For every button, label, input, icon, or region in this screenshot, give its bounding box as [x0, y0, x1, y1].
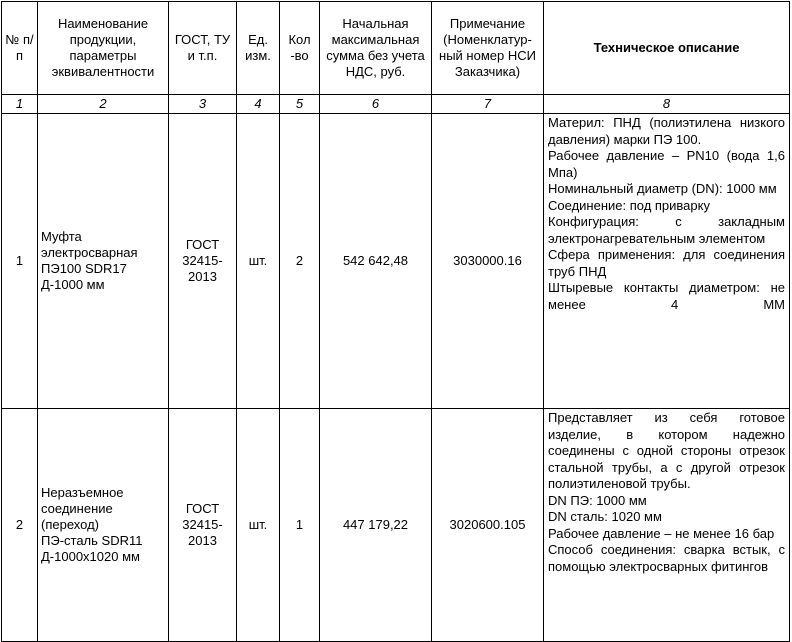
product-name-line: электросварная: [41, 245, 138, 260]
description-line: Способ соединения: сварка встык, с помощью электросварных фитингов: [548, 542, 785, 574]
header-num: № п/п: [2, 2, 38, 95]
specification-table: [1, 1, 790, 642]
unit-cell: шт.: [237, 409, 280, 642]
header-desc: Техническое описание: [544, 2, 790, 95]
gost-line: 32415-: [182, 253, 223, 268]
gost-line: ГОСТ: [185, 501, 220, 516]
header-gost: ГОСТ, ТУ и т.п.: [169, 2, 237, 95]
column-number: 3: [169, 95, 237, 114]
note-cell: 3030000.16: [432, 114, 544, 409]
gost-line: 32415-: [182, 517, 223, 532]
price-cell: 542 642,48: [320, 114, 432, 409]
unit-cell: шт.: [237, 114, 280, 409]
header-name: Наименование продукции, параметры эквивалентности: [38, 2, 169, 95]
product-name-line: ПЭ-сталь SDR11: [41, 533, 143, 548]
column-number: 7: [432, 95, 544, 114]
product-name-line: Д-1000х1020 мм: [41, 549, 140, 564]
product-name-line: Неразъемное: [41, 485, 124, 500]
description-line: Соединение: под приварку: [548, 197, 710, 213]
product-name-line: Д-1000 мм: [41, 277, 105, 292]
description-cell: [544, 409, 790, 642]
header-unit: Ед. изм.: [237, 2, 280, 95]
qty-cell: 1: [280, 409, 320, 642]
description-line: Рабочее давление – не менее 16 бар: [548, 525, 775, 541]
description-line: Рабочее давление – PN10 (вода 1,6 Мпа): [548, 148, 785, 180]
row-num: 1: [2, 114, 38, 409]
gost-line: ГОСТ: [185, 237, 220, 252]
product-name-line: соединение: [41, 501, 113, 516]
header-row: [2, 2, 790, 95]
description-line: Номинальный диаметр (DN): 1000 мм: [548, 181, 777, 196]
gost-cell: [169, 114, 237, 409]
column-number: 1: [2, 95, 38, 114]
description-line: Сфера применения: для соединения труб ПНД: [548, 247, 785, 279]
column-number-row: [2, 95, 790, 114]
gost-line: 2013: [188, 269, 217, 284]
column-number: 4: [237, 95, 280, 114]
description-line: Конфигурация: с закладным электронагревательным элементом: [548, 214, 785, 246]
description-line: Представляет из себя готовое изделие, в котором надежно соединены с одной стороны отрезок стальной трубы, а с другой отрезок полиэтиленовой трубы.: [548, 410, 785, 491]
qty-cell: 2: [280, 114, 320, 409]
header-price: Начальная максимальная сумма без учета НДС, руб.: [320, 2, 432, 95]
note-cell: 3020600.105: [432, 409, 544, 642]
gost-line: 2013: [188, 533, 217, 548]
description-line: Материл: ПНД (полиэтилена низкого давления) марки ПЭ 100.: [548, 115, 785, 147]
price-cell: 447 179,22: [320, 409, 432, 642]
column-number: 8: [544, 95, 790, 114]
column-number: 2: [38, 95, 169, 114]
table-row: [2, 114, 790, 409]
description-line: DN ПЭ: 1000 мм: [548, 492, 647, 508]
description-cell: [544, 114, 790, 409]
header-note: Примечание (Номенклатур-ный номер НСИ Заказчика): [432, 2, 544, 95]
product-name-line: ПЭ100 SDR17: [41, 261, 127, 276]
description-line: DN сталь: 1020 мм: [548, 509, 662, 524]
product-name: [38, 409, 169, 642]
product-name: [38, 114, 169, 409]
column-number: 6: [320, 95, 432, 114]
row-num: 2: [2, 409, 38, 642]
product-name-line: Муфта: [41, 229, 82, 244]
description-line: Штыревые контакты диаметром: не менее 4 ММ: [548, 280, 785, 312]
product-name-line: (переход): [41, 517, 99, 532]
column-number: 5: [280, 95, 320, 114]
gost-cell: [169, 409, 237, 642]
header-qty: Кол -во: [280, 2, 320, 95]
table-row: [2, 409, 790, 642]
